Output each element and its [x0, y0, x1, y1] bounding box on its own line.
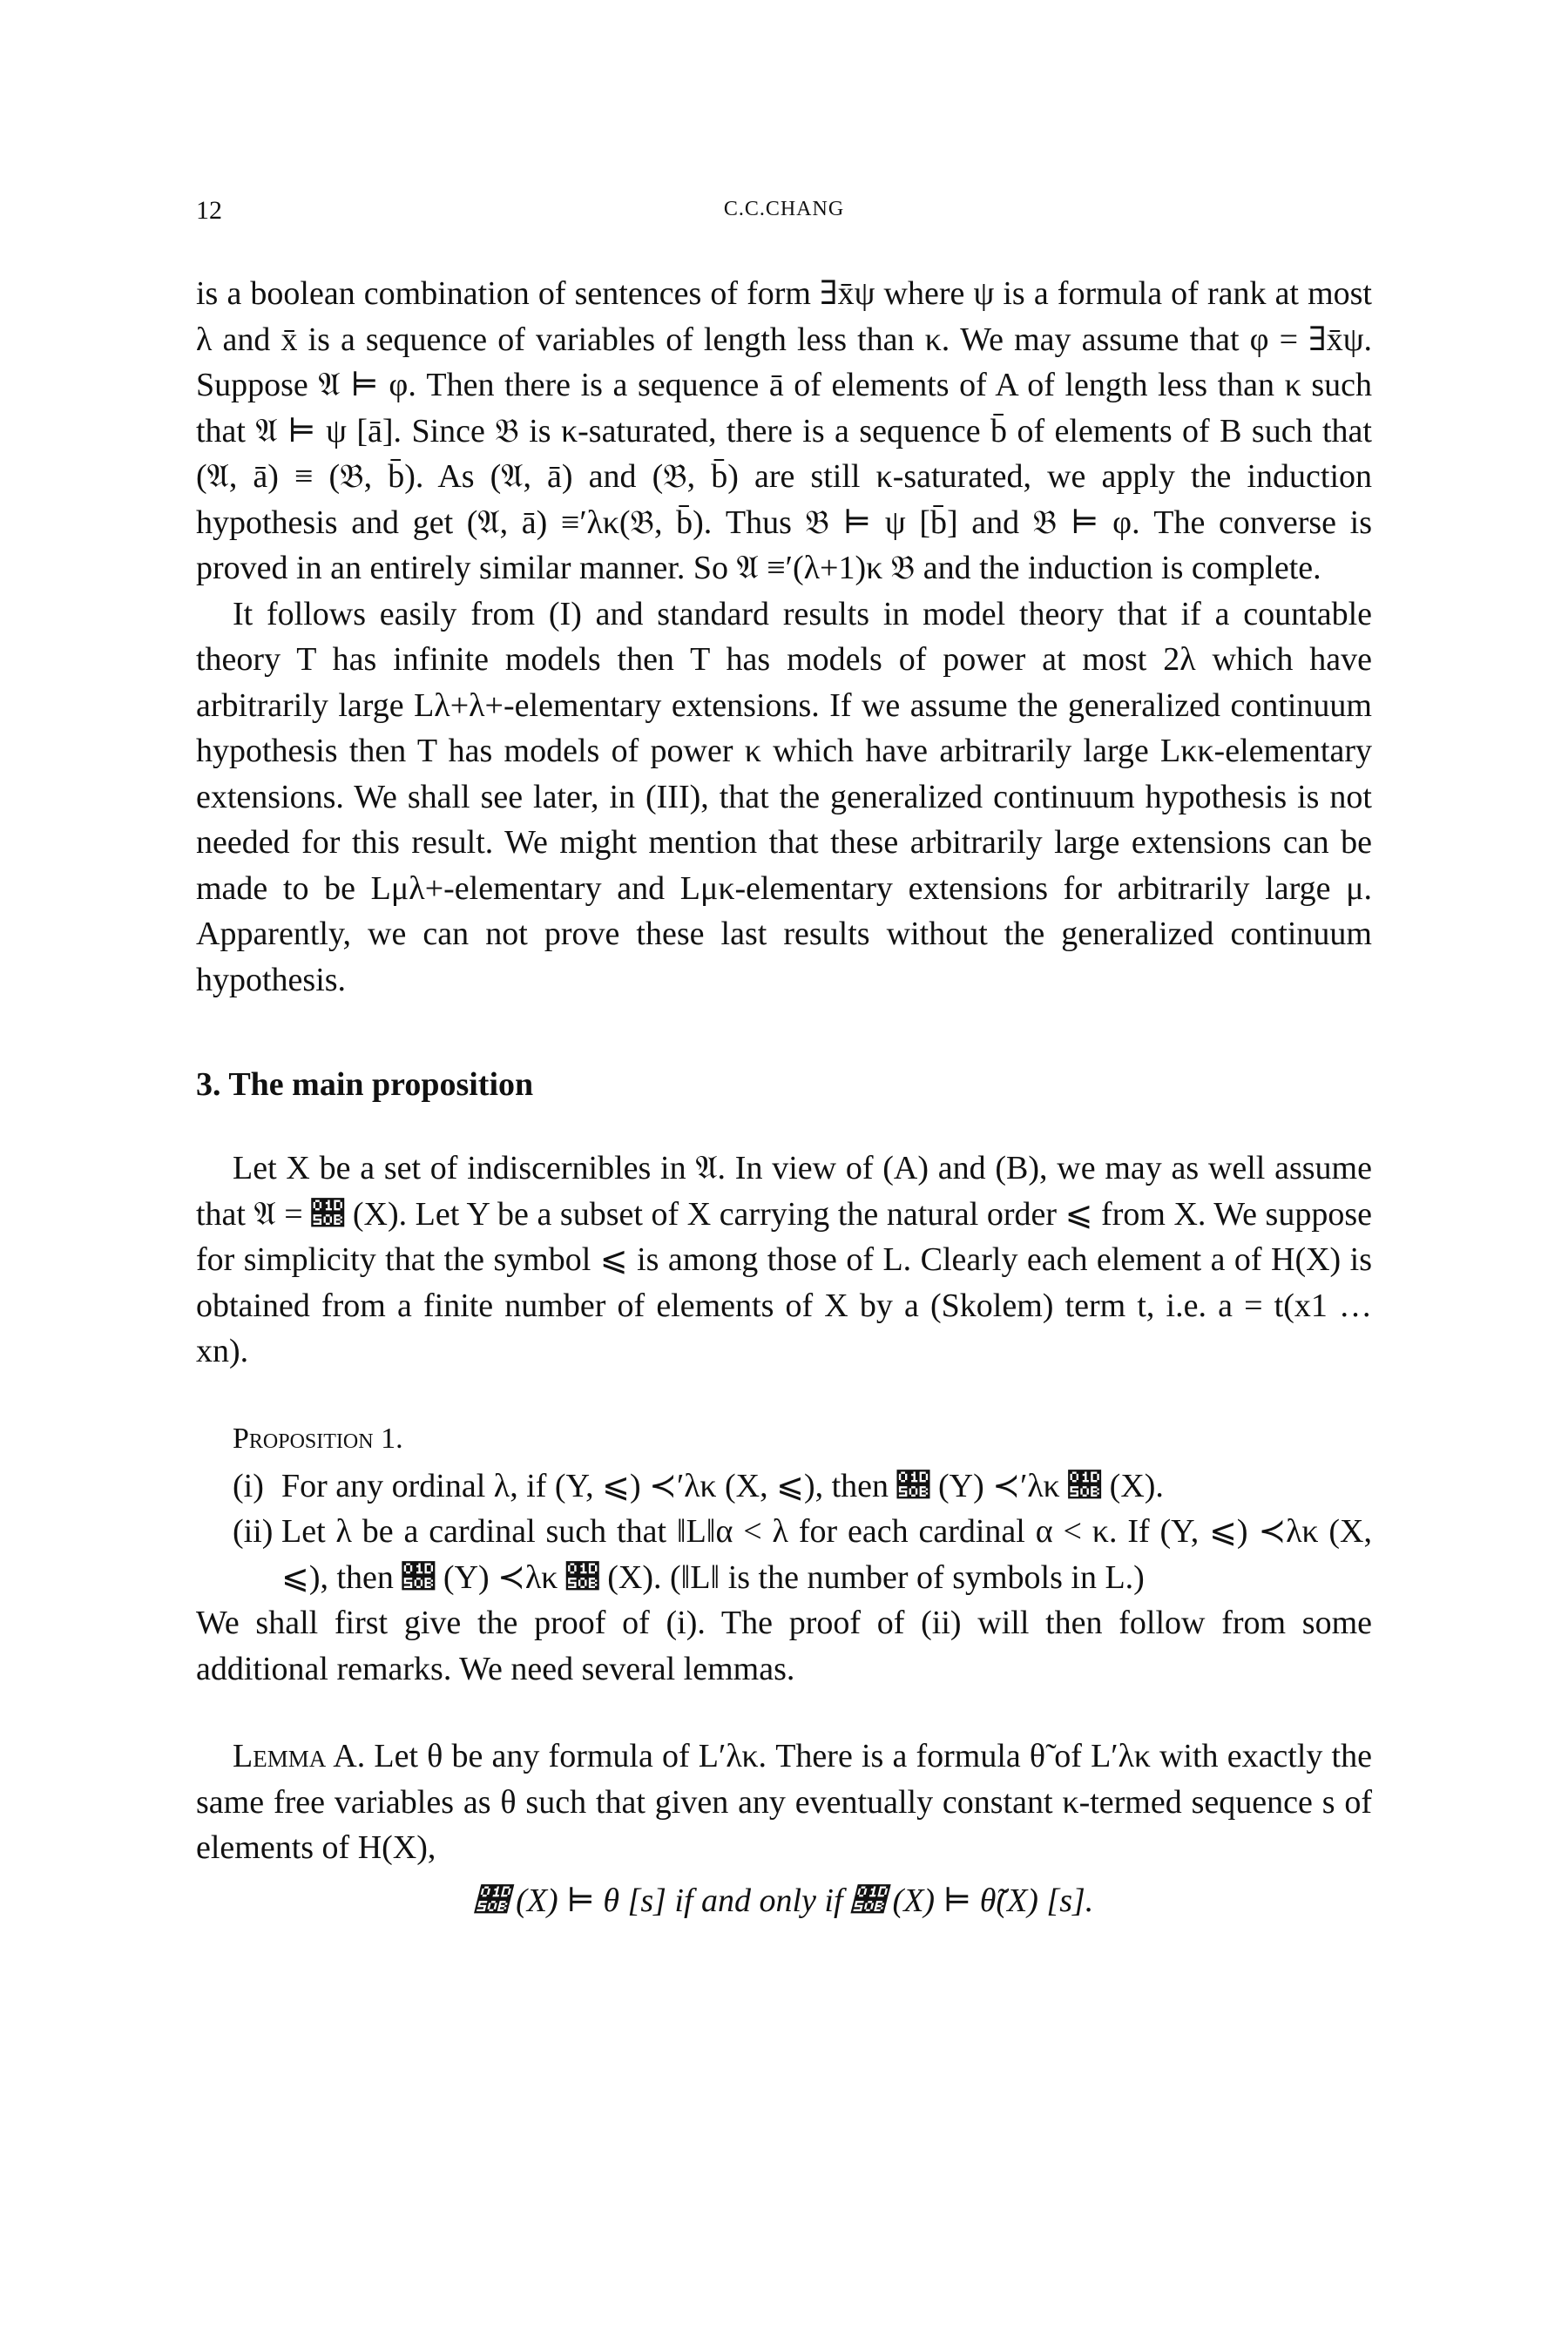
body-paragraph: is a boolean combination of sentences of form ∃x̄ψ where ψ is a formula of rank at most λ and x̄ is a sequence of variables of length less than κ. We may assume that φ = ∃x̄ψ. Suppose 𝔄 ⊨ φ. Then there is a sequence ā of elements of A of length less than κ such that 𝔄 ⊨ ψ [ā]. Since 𝔅 is κ-saturated, there is a sequence b̄ of elements of B such that (𝔄, ā) ≡ (𝔅, b̄). As (𝔄, ā) and (𝔅, b̄) are still κ-saturated, we apply the induction hypothesis and get (𝔄, ā) ≡′λκ(𝔅, b̄). Thus 𝔅 ⊨ ψ [b̄] and 𝔅 ⊨ φ. The converse is proved in an entirely similar manner. So 𝔄 ≡′(λ+1)κ 𝔅 and the induction is complete. — [196, 275, 1372, 586]
proposition-item-text: For any ordinal λ, if (Y, ⩽) ≺′λκ (X, ⩽), then 𝔋 (Y) ≺′λκ 𝔋 (X). — [281, 1467, 1164, 1504]
proposition-item-marker: (i) — [233, 1467, 264, 1504]
lemma-block — [196, 1734, 1372, 1925]
section-intro-paragraph: Let X be a set of indiscernibles in 𝔄. In view of (A) and (B), we may as well assume that 𝔄 = 𝔋 (X). Let Y be a subset of X carrying the natural order ⩽ from X. We suppose for simplicity that the symbol ⩽ is among those of L. Clearly each element a of H(X) is obtained from a finite number of elements of X by a (Skolem) term t, i.e. a = t(x1 … xn). — [196, 1150, 1372, 1369]
lemma-label: Lemma A. — [233, 1738, 366, 1774]
proposition-item-text: Let λ be a cardinal such that ‖L‖α < λ for each cardinal α < κ. If (Y, ⩽) ≺λκ (X, ⩽), then 𝔋 (Y) ≺λκ 𝔋 (X). (‖L‖ is the number of symbols in L.) — [281, 1513, 1372, 1596]
proposition-followup-paragraph: We shall first give the proof of (i). The proof of (ii) will then follow from some additional remarks. We need several lemmas. — [196, 1605, 1372, 1687]
page — [196, 196, 1372, 1925]
section-heading: 3. The main proposition — [196, 1066, 534, 1103]
lemma-paragraph — [196, 1734, 1372, 1871]
body-paragraph: It follows easily from (I) and standard results in model theory that if a countable theory T has infinite models then T has models of power at most 2λ which have arbitrarily large Lλ+λ+-elementary extensions. If we assume the generalized continuum hypothesis then T has models of power κ which have arbitrarily large Lκκ-elementary extensions. We shall see later, in (III), that the generalized continuum hypothesis is not needed for this result. We might mention that these arbitrarily large extensions can be made to be Lμλ+-elementary and Lμκ-elementary extensions for arbitrarily large μ. Apparently, we can not prove these last results without the generalized continuum hypothesis. — [196, 595, 1372, 998]
proposition-item — [233, 1509, 1372, 1600]
proposition-block — [196, 1416, 1372, 1693]
lemma-text: Let θ be any formula of L′λκ. There is a formula θ̃ of L′λκ with exactly the same free variables as θ such that given any eventually constant κ-termed sequence s of elements of H(X), — [196, 1738, 1372, 1866]
running-head — [196, 196, 1372, 240]
proposition-item-marker: (ii) — [233, 1513, 274, 1550]
proposition-item — [233, 1463, 1372, 1510]
running-title: C.C.CHANG — [723, 198, 845, 220]
page-number: 12 — [196, 196, 222, 225]
display-formula: 𝔋 (X) ⊨ θ [s] if and only if 𝔋 (X) ⊨ θ̃(X) [s]. — [474, 1882, 1094, 1919]
proposition-heading: Proposition 1. — [233, 1422, 403, 1455]
